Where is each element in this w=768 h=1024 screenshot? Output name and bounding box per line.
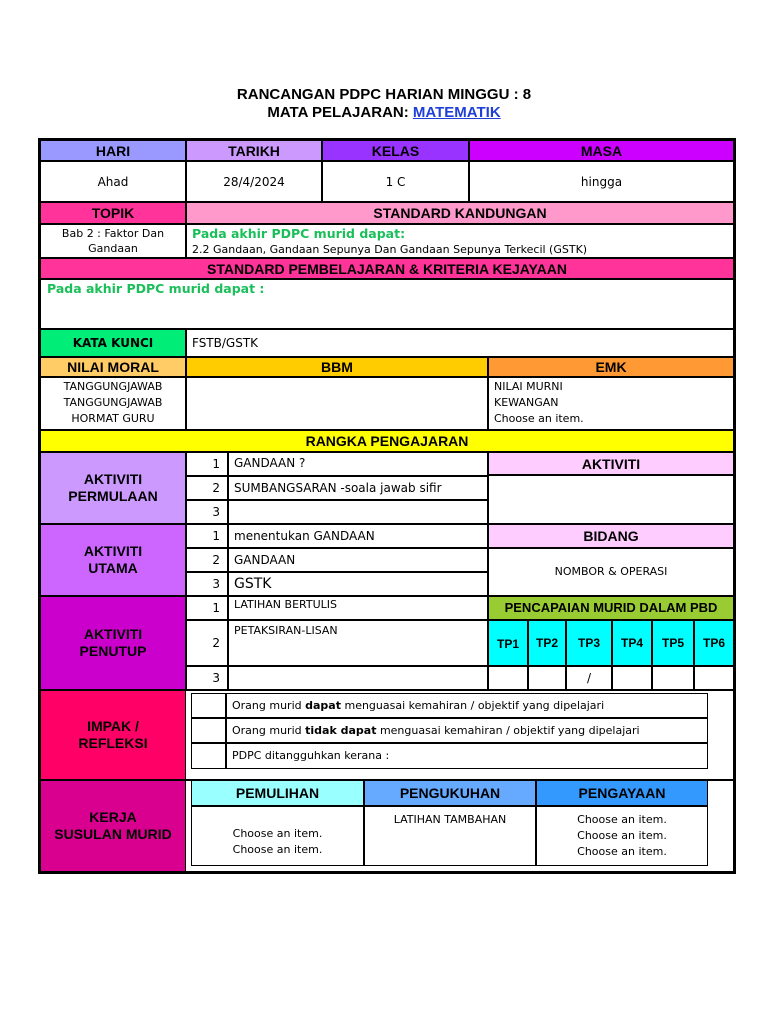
utama-num-2: 2 [186,548,228,572]
penutup-num-2: 2 [186,620,228,666]
emk-item: KEWANGAN [494,396,559,409]
impak-checkbox-2[interactable] [191,718,226,743]
pbd-header: PENCAPAIAN MURID DALAM PBD [488,596,734,620]
emk-item: NILAI MURNI [494,380,563,393]
kelas-header: KELAS [322,140,469,161]
kelas-value[interactable]: 1 C [322,161,469,202]
pengayaan-item[interactable]: Choose an item. [577,845,667,858]
tp3-header: TP3 [566,620,612,666]
permulaan-label-1: AKTIVITI [83,471,143,487]
standard-kandungan-value[interactable] [186,224,734,258]
kata-kunci-value[interactable]: FSTB/GSTK [186,329,734,357]
bbm-value[interactable] [186,377,488,430]
emk-header: EMK [488,357,734,377]
hari-header: HARI [40,140,186,161]
pengukuhan-list[interactable] [364,806,536,866]
impak-option-3[interactable]: PDPC ditangguhkan kerana : [226,743,708,769]
rangka-pengajaran-header: RANGKA PENGAJARAN [40,430,734,452]
standard-kandungan-header: STANDARD KANDUNGAN [186,202,734,224]
impak-r1-post: menguasai kemahiran / objektif yang dipelajari [340,698,605,712]
impak-r2-pre: Orang murid [232,723,306,737]
nilai-moral-list[interactable] [40,377,186,430]
utama-step-3[interactable]: GSTK [228,572,488,596]
tp2-header: TP2 [528,620,566,666]
pengukuhan-header: PENGUKUHAN [364,780,536,806]
permulaan-step-2[interactable]: SUMBANGSARAN -soala jawab sifir [228,476,488,500]
pengayaan-item[interactable]: Choose an item. [577,813,667,826]
nilai-item: HORMAT GURU [71,412,155,425]
penutup-step-1[interactable]: LATIHAN BERTULIS [228,596,488,620]
utama-step-1[interactable]: menentukan GANDAAN [228,524,488,548]
susulan-label-1: KERJA [89,809,137,825]
penutup-num-1: 1 [186,596,228,620]
emk-list[interactable] [488,377,734,430]
heading-line-1: RANCANGAN PDPC HARIAN MINGGU : 8 [236,86,532,103]
sk-intro: Pada akhir PDPC murid dapat: [192,226,406,241]
hari-value[interactable]: Ahad [40,161,186,202]
bidang-header: BIDANG [488,524,734,548]
penutup-num-3: 3 [186,666,228,690]
tp1-header: TP1 [488,620,528,666]
bidang-value[interactable]: NOMBOR & OPERASI [488,548,734,596]
document-heading [0,86,768,122]
impak-r1-pre: Orang murid [232,698,306,712]
aktiviti-penutup-label [40,596,186,690]
tarikh-header: TARIKH [186,140,322,161]
impak-option-1[interactable] [226,693,708,718]
aktiviti-side-value[interactable] [488,475,734,524]
tarikh-value[interactable]: 28/4/2024 [186,161,322,202]
utama-label-1: AKTIVITI [83,543,143,559]
subject-link[interactable]: MATEMATIK [412,104,501,121]
tp4-mark[interactable] [612,666,652,690]
penutup-step-3[interactable] [228,666,488,690]
pemulihan-header: PEMULIHAN [191,780,364,806]
standard-pembelajaran-header: STANDARD PEMBELAJARAN & KRITERIA KEJAYAAN [40,258,734,279]
impak-r2-post: menguasai kemahiran / objektif yang dipelajari [376,723,640,737]
pemulihan-item[interactable]: Choose an item. [232,843,323,856]
nilai-item: TANGGUNGJAWAB [63,396,163,409]
impak-checkbox-3[interactable] [191,743,226,769]
pemulihan-item[interactable]: Choose an item. [232,827,323,840]
sk-text: 2.2 Gandaan, Gandaan Sepunya Dan Gandaan Sepunya Terkecil (GSTK) [192,243,588,256]
masa-header: MASA [469,140,734,161]
tp2-mark[interactable] [528,666,566,690]
impak-checkbox-1[interactable] [191,693,226,718]
penutup-label-1: AKTIVITI [83,626,143,642]
sp-intro: Pada akhir PDPC murid dapat : [47,281,265,296]
tp6-header: TP6 [694,620,734,666]
pengayaan-list[interactable] [536,806,708,866]
permulaan-num-2: 2 [186,476,228,500]
utama-step-2[interactable]: GANDAAN [228,548,488,572]
pemulihan-list[interactable] [191,806,364,866]
pengayaan-item[interactable]: Choose an item. [577,829,667,842]
penutup-step-2[interactable]: PETAKSIRAN-LISAN [228,620,488,666]
tp1-mark[interactable] [488,666,528,690]
permulaan-step-1[interactable]: GANDAAN ? [228,452,488,476]
subject-prefix: MATA PELAJARAN: [267,104,413,121]
nilai-moral-header: NILAI MORAL [40,357,186,377]
impak-r1-bold: dapat [305,698,341,712]
utama-label-2: UTAMA [88,560,138,576]
heading-line-2 [0,104,768,122]
impak-label-1: IMPAK / [87,718,139,734]
masa-value[interactable]: hingga [469,161,734,202]
nilai-item: TANGGUNGJAWAB [63,380,163,393]
aktiviti-permulaan-label [40,452,186,524]
bbm-header: BBM [186,357,488,377]
utama-num-3: 3 [186,572,228,596]
permulaan-num-1: 1 [186,452,228,476]
susulan-label-2: SUSULAN MURID [54,826,172,842]
tp6-mark[interactable] [694,666,734,690]
permulaan-step-3[interactable] [228,500,488,524]
tp4-header: TP4 [612,620,652,666]
impak-r2-bold: tidak dapat [305,723,377,737]
kerja-susulan-label [40,780,186,872]
permulaan-num-3: 3 [186,500,228,524]
tp5-mark[interactable] [652,666,694,690]
penutup-label-2: PENUTUP [79,643,147,659]
standard-pembelajaran-value[interactable] [40,279,734,329]
topik-header: TOPIK [40,202,186,224]
aktiviti-utama-label [40,524,186,596]
tp5-header: TP5 [652,620,694,666]
utama-num-1: 1 [186,524,228,548]
aktiviti-side-header: AKTIVITI [488,452,734,475]
topik-value[interactable]: Bab 2 : Faktor Dan Gandaan [40,224,186,258]
impak-refleksi-label [40,690,186,780]
pengukuhan-item[interactable]: LATIHAN TAMBAHAN [393,813,507,826]
pengayaan-header: PENGAYAAN [536,780,708,806]
emk-item[interactable]: Choose an item. [494,412,584,425]
tp3-mark[interactable]: / [566,666,612,690]
impak-option-2[interactable] [226,718,708,743]
permulaan-label-2: PERMULAAN [68,488,158,504]
kata-kunci-header: KATA KUNCI [40,329,186,357]
impak-label-2: REFLEKSI [78,735,148,751]
